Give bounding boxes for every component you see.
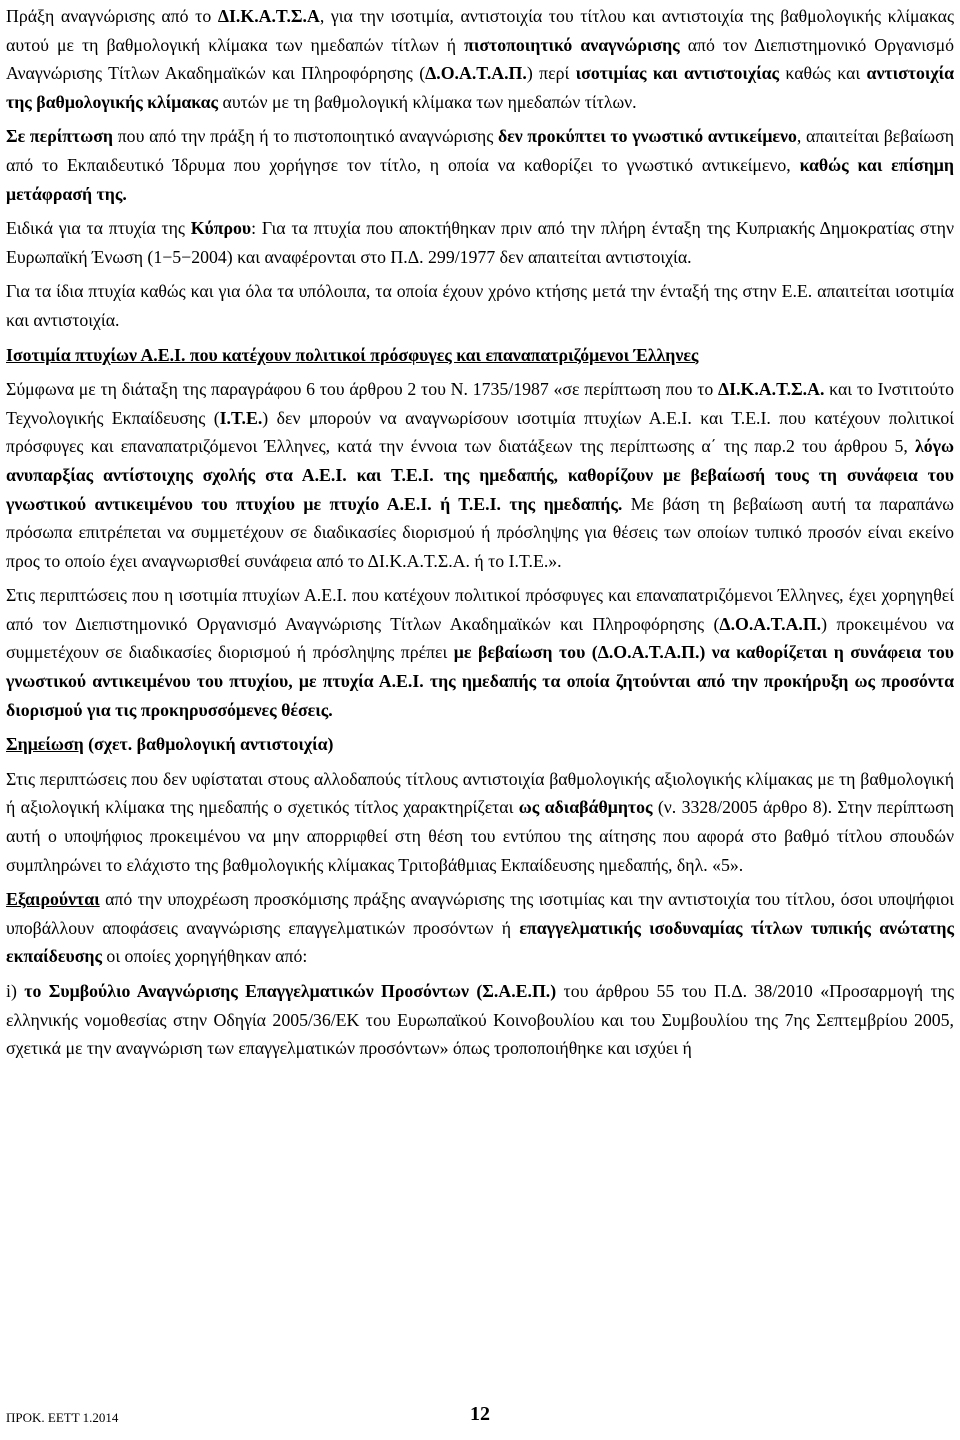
paragraph-subject-certificate — [6, 122, 954, 208]
text-span: (ν. 3328/2005 άρθρο 8). Στην περίπτωση αυτή ο υποψήφιος προκειμένου να μην απορριφθεί στη θέση του εντύπου της αίτησης που αφορά στο βαθμό τίτλου σπουδών συμπληρώνει το ελάχιστο της βαθμολογικής κλίμακας Τριτοβάθμιας Εκπαίδευσης ημεδαπής, δηλ. «5». — [6, 797, 955, 875]
bold-text: ισοτιμίας και αντιστοιχίας — [575, 63, 780, 84]
text-span: , για την ισοτιμία, αντιστοιχία του τίτλου και αντιστοιχία της βαθμολογικής κλίμακας αυτού με τη βαθμολογική κλίμακα των ημεδαπών τίτλων ή — [6, 6, 954, 55]
text-span: Με βάση τη βεβαίωση αυτή τα παραπάνω πρόσωπα επιτρέπεται να συμμετέχουν σε διαδικασίες διορισμού ή πρόσληψης για θέσεις των οποίων τυπικό προσόν είναι εκείνο προς το οποίο έχει αναγνωρισθεί συνάφεια από το ΔΙ.Κ.Α.Τ.Σ.Α. ή το Ι.Τ.Ε.». — [6, 493, 954, 571]
bold-text: αντιστοιχία της βαθμολογικής κλίμακας — [6, 63, 955, 112]
text-span: και το Ινστιτούτο Τεχνολογικής Εκπαίδευσης ( — [6, 379, 954, 428]
text-span: Στις περιπτώσεις που δεν υφίσταται στους αλλοδαπούς τίτλους αντιστοιχία βαθμολογικής αξιολογικής κλίμακας με τη βαθμολογική ή αξιολογική κλίμακα της ημεδαπής ο σχετικός τίτλος χαρακτηρίζεται — [6, 768, 954, 818]
bold-text: επαγγελματικής ισοδυναμίας τίτλων τυπικής ανώτατης εκπαίδευσης — [6, 917, 954, 967]
bold-text: με βεβαίωση του (Δ.Ο.Α.Τ.Α.Π.) να καθορίζεται η συνάφεια του γνωστικού αντικειμένου του πτυχίου, με πτυχία Α.Ε.Ι. της ημεδαπής τα οποία ζητούνται από την προκήρυξη ως προσόντα διορισμού για τις προκηρυσσόμενες θέσεις. — [6, 642, 954, 720]
bold-text: Σε περίπτωση — [6, 126, 113, 147]
paragraph-doatap-equivalence — [6, 581, 954, 724]
heading-text: Ισοτιμία πτυχίων Α.Ε.Ι. που κατέχουν πολιτικοί πρόσφυγες και επαναπατριζόμενοι Έλληνες — [6, 344, 699, 365]
bold-text: Δ.Ο.Α.Τ.Α.Π. — [719, 613, 822, 634]
list-marker: i) — [6, 981, 25, 1001]
note-label: Σημείωση — [6, 734, 84, 755]
text-span: ) δεν μπορούν να αναγνωρίσουν ισοτιμία πτυχίων Α.Ε.Ι. και Τ.Ε.Ι. που κατέχουν πολιτικοί πρόσφυγες και επαναπατριζόμενοι Έλληνες, κατά την έννοια των διατάξεων της περίπτωσης α΄ της παρ.2 του άρθρου 5, — [6, 407, 954, 457]
paragraph-cyprus-degrees — [6, 214, 954, 271]
bold-text: πιστοποιητικό αναγνώρισης — [464, 34, 680, 55]
bold-text: Κύπρου — [190, 218, 252, 239]
bold-text: καθώς και επίσημη μετάφρασή της. — [6, 154, 954, 204]
text-span: Σύμφωνα με τη διάταξη της παραγράφου 6 του άρθρου 2 του Ν. 1735/1987 «σε περίπτωση που το — [6, 379, 718, 400]
text-span: ) προκειμένου να συμμετέχουν σε διαδικασίες διορισμού ή πρόσληψης πρέπει — [6, 613, 955, 663]
paragraph-saep — [6, 977, 954, 1063]
paragraph-ungraded-title — [6, 765, 954, 879]
paragraph-eu-accession — [6, 277, 954, 334]
note-heading — [6, 730, 954, 759]
text-span: , απαιτείται βεβαίωση από το Εκπαιδευτικό Ίδρυμα που χορήγησε τον τίτλο, η οποία να καθορίζει το γνωστικό αντικείμενο, — [6, 126, 955, 175]
bold-text: ΔΙ.Κ.Α.Τ.Σ.Α — [217, 6, 320, 26]
text-span: καθώς και — [779, 63, 867, 84]
bold-text: λόγω ανυπαρξίας αντίστοιχης σχολής στα Α.Ε.Ι. και Τ.Ε.Ι. της ημεδαπής, καθορίζουν με βεβαίωσή τους τη συνάφεια του γνωστικού αντικειμένου του πτυχίου με πτυχίο Α.Ε.Ι. ή Τ.Ε.Ι. της ημεδαπής. — [6, 436, 954, 514]
paragraph-recognition-act — [6, 2, 954, 116]
paragraph-exemptions — [6, 885, 954, 971]
text-span: Στις περιπτώσεις που η ισοτιμία πτυχίων Α.Ε.Ι. που κατέχουν πολιτικοί πρόσφυγες και επαναπατριζόμενοι Έλληνες, έχει χορηγηθεί από τον Διεπιστημονικό Οργανισμό Αναγνώρισης Τίτλων Ακαδημαϊκών και Πληροφόρησης ( — [6, 585, 954, 634]
bold-text: ΔΙ.Κ.Α.Τ.Σ.Α. — [718, 379, 825, 400]
text-span: Για τα ίδια πτυχία καθώς και για όλα τα υπόλοιπα, τα οποία έχουν χρόνο κτήσης μετά την ένταξή της στην Ε.Ε. απαιτείται ισοτιμία και αντιστοιχία. — [6, 281, 954, 330]
page-footer — [6, 1400, 954, 1426]
bold-text: Δ.Ο.Α.Τ.Α.Π. — [425, 63, 527, 84]
text-span: αυτών με τη βαθμολογική κλίμακα των ημεδαπών τίτλων. — [218, 91, 637, 112]
text-span: που από την πράξη ή το πιστοποιητικό αναγνώρισης — [113, 126, 498, 147]
bold-text: το Συμβούλιο Αναγνώρισης Επαγγελματικών Προσόντων (Σ.Α.Ε.Π.) — [24, 981, 557, 1001]
paragraph-law-1735 — [6, 375, 954, 575]
text-span: Πράξη αναγνώρισης από το — [6, 6, 218, 26]
text-span: του άρθρου 55 του Π.Δ. 38/2010 «Προσαρμογή της ελληνικής νομοθεσίας στην Οδηγία 2005/36/ΕΚ του Ευρωπαϊκού Κοινοβουλίου και του Συμβουλίου της 7ης Σεπτεμβρίου 2005, σχετικά με την αναγνώριση των επαγγελματικών προσόντων» όπως τροποποιήθηκε και ισχύει ή — [6, 981, 954, 1059]
text-span: από τον Διεπιστημονικό Οργανισμό Αναγνώρισης Τίτλων Ακαδημαϊκών και Πληροφόρησης ( — [6, 34, 954, 84]
text-span: Ειδικά για τα πτυχία της — [6, 218, 191, 239]
footer-label: ΠΡΟΚ. ΕΕΤΤ 1.2014 — [6, 1410, 119, 1425]
section-heading-refugees — [6, 341, 954, 370]
text-span: : Για τα πτυχία που αποκτήθηκαν πριν από την πλήρη ένταξη της Κυπριακής Δημοκρατίας στην Ευρωπαϊκή Ένωση (1−5−2004) και αναφέρονται στο Π.Δ. 299/1977 δεν απαιτείται αντιστοιχία. — [6, 218, 954, 267]
note-subtitle: (σχετ. βαθμολογική αντιστοιχία) — [83, 734, 334, 755]
text-span: από την υποχρέωση προσκόμισης πράξης αναγνώρισης της ισοτιμίας και την αντιστοιχία του τίτλου, όσοι υποψήφιοι υποβάλλουν αποφάσεις αναγνώρισης επαγγελματικών προσόντων ή — [6, 889, 954, 938]
bold-text: δεν προκύπτει το γνωστικό αντικείμενο — [497, 126, 797, 147]
underlined-bold-text: Εξαιρούνται — [6, 889, 100, 910]
text-span: οι οποίες χορηγήθηκαν από: — [101, 946, 308, 967]
bold-text: Ι.Τ.Ε. — [219, 407, 263, 428]
text-span: ) περί — [526, 63, 576, 84]
page-number: 12 — [470, 1403, 490, 1425]
bold-text: ως αδιαβάθμητος — [518, 797, 653, 818]
